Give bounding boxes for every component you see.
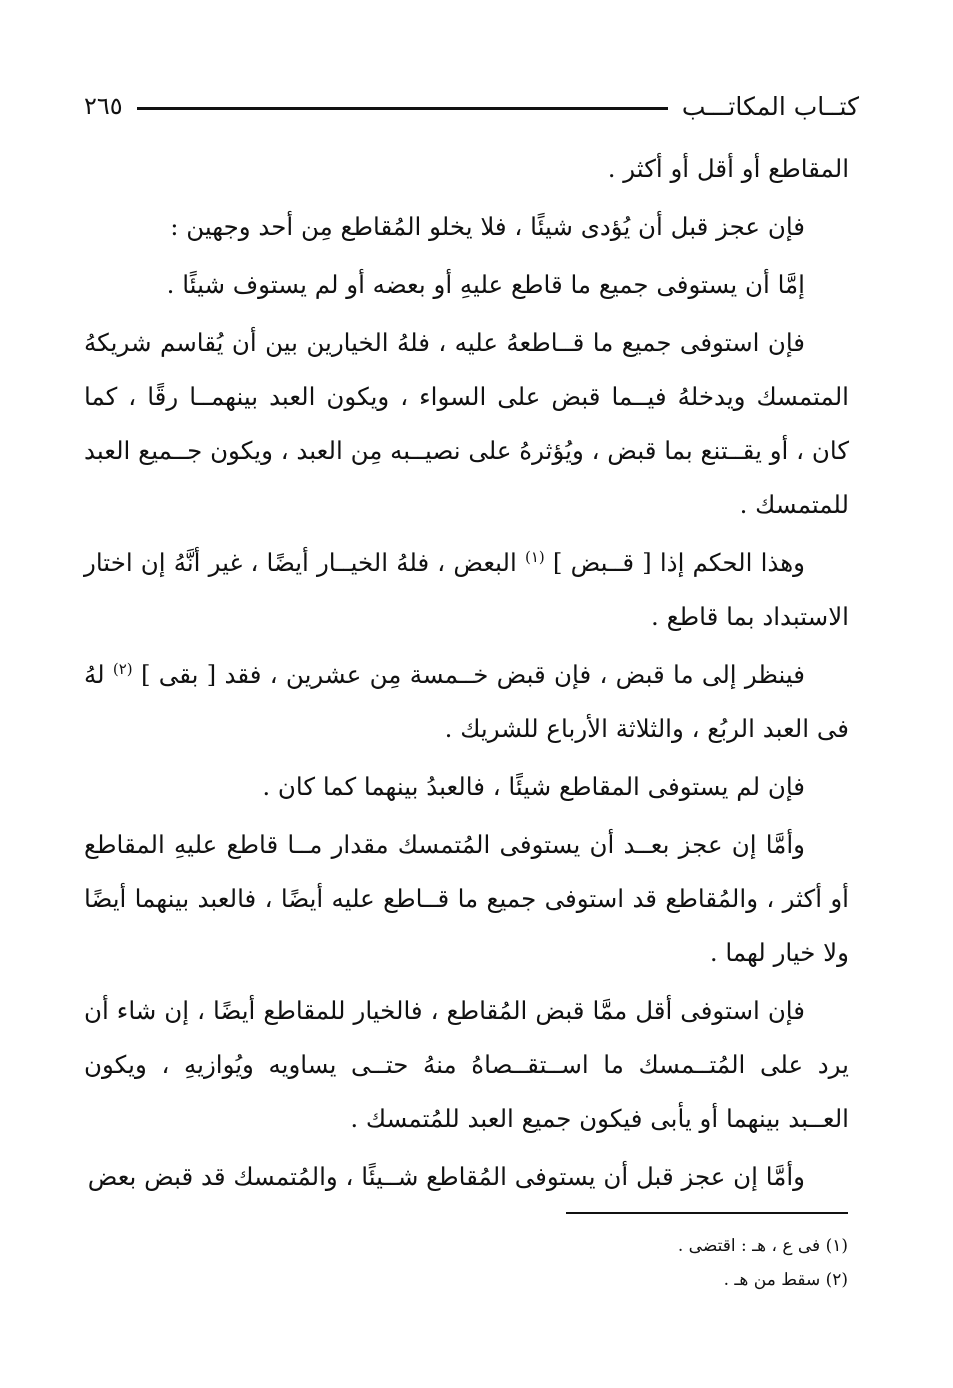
paragraph: [84, 648, 849, 756]
main-text: [84, 142, 849, 1208]
paragraph: فإن لم يستوفى المقاطع شيئًا ، فالعبدُ بينهما كما كان .: [262, 772, 805, 801]
paragraph: فإن عجز قبل أن يُؤدى شيئًا ، فلا يخلو المُقاطع مِن أحد وجهين :: [170, 212, 805, 241]
paragraph-text: فينظر إلى ما قبض ، فإن قبض خــمسة مِن عشرين ، فقد [ بقى ]: [140, 660, 805, 689]
paragraph-text: لهُ فى العبد الربُع ، والثلاثة الأرباع للشريك .: [84, 660, 849, 743]
paragraph-text: وهذا الحكم إذا [ قــبض ]: [552, 548, 805, 577]
footnote: (٢) سقط من هـ .: [723, 1270, 848, 1290]
page-number: ٢٦٥: [84, 92, 123, 120]
running-title: كتــاب المكاتـــب: [681, 91, 859, 121]
footnote-reference: (٢): [112, 659, 133, 678]
paragraph: إمَّا أن يستوفى جميع ما قاطع عليهِ أو بعضه أو لم يستوف شيئًا .: [166, 270, 805, 299]
footnote-reference: (١): [524, 547, 545, 566]
paragraph: فإن استوفى جميع ما قــاطعهُ عليه ، فلهُ الخيارين بين أن يُقاسم شريكهُ المتمسك ويدخلهُ فيــما قبض على السواء ، ويكون العبد بينهمــا رقًا ، كما كان ، أو يقــتنع بما قبض ، ويُؤثرهُ على نصيــبه مِن العبد ، ويكون جــميع العبد للمتمسك .: [84, 328, 849, 519]
running-header: [84, 86, 859, 126]
paragraph: فإن استوفى أقل ممَّا قبض المُقاطع ، فالخيار للمقاطع أيضًا ، إن شاء أن يرد على المُتــمسك ما اســتقــصاهُ منهُ حتــى يساويه ويُوازيهِ ، ويكون العــبد بينهما أو يأبى فيكون جميع العبد للمُتمسك .: [84, 996, 849, 1133]
paragraph: المقاطع أو أقل أو أكثر .: [607, 154, 849, 183]
footnote: (١) فى ع ، هـ : اقتضى .: [677, 1236, 848, 1256]
paragraph: [84, 536, 849, 644]
header-rule: [137, 107, 668, 110]
footnote-rule: [566, 1212, 848, 1214]
paragraph: وأمَّا إن عجز قبل أن يستوفى المُقاطع شــيئًا ، والمُتمسك قد قبض بعض: [87, 1162, 805, 1191]
paragraph: وأمَّا إن عجز بعــد أن يستوفى المُتمسك مقدار مــا قاطع عليهِ المقاطع أو أكثر ، والمُقاطع قد استوفى جميع ما قــاطع عليه أيضًا ، فالعبد بينهما أيضًا ولا خيار لهما .: [84, 830, 849, 967]
footnotes: [430, 1229, 848, 1297]
paragraph-text: البعض ، فلهُ الخيــار أيضًا ، غير أنَّهُ إن اختار الاستبداد بما قاطع .: [84, 548, 849, 631]
